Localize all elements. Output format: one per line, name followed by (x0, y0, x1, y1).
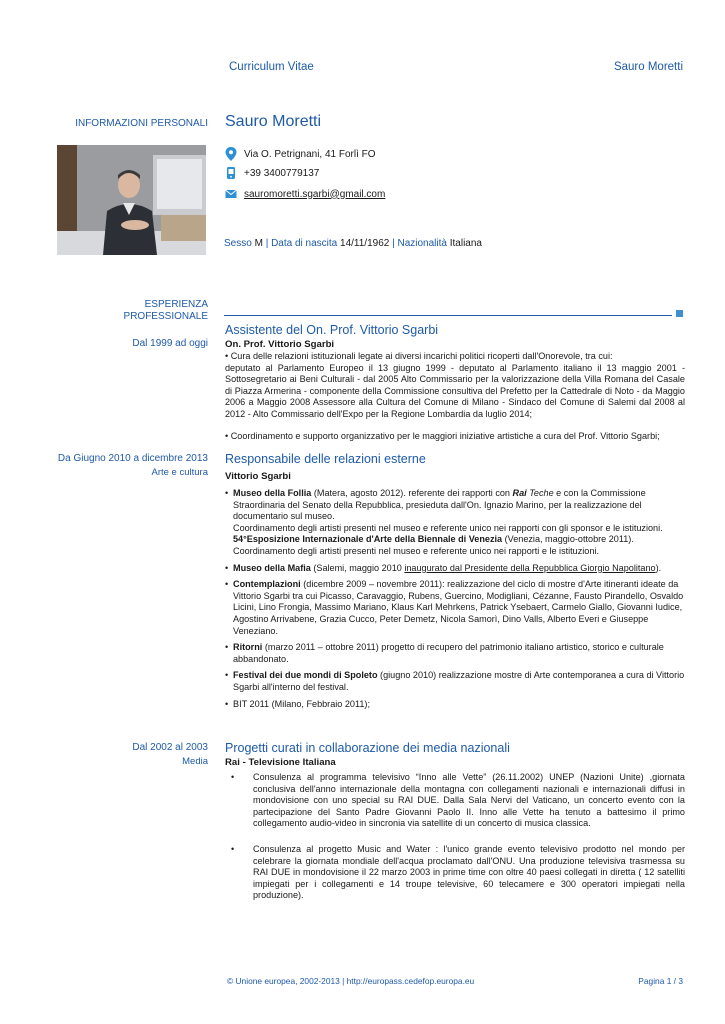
job-1-employer: On. Prof. Vittorio Sgarbi (225, 339, 335, 350)
footer-copyright: © Unione europea, 2002-2013 | http://europass.cedefop.europa.eu (227, 976, 475, 986)
list-item: • BIT 2011 (Milano, Febbraio 2011); (225, 699, 685, 711)
location-icon (225, 147, 237, 161)
personal-details (224, 238, 482, 249)
email-link[interactable]: sauromoretti.sgarbi@gmail.com (244, 188, 386, 200)
address-row (225, 147, 376, 161)
list-item: • Festival dei due mondi di Spoleto (giugno 2010) realizzazione mostre di Arte contemporanea a cura di Vittorio Sgarbi all'interno del festival. (225, 670, 685, 693)
nationality-label: Nazionalità (397, 238, 447, 249)
job-1-dates: Dal 1999 ad oggi (132, 338, 208, 349)
list-item: • Consulenza al progetto Music and Water : l'unico grande evento televisivo prodotto nel mondo per celebrare la giornata mondiale dell'acqua proclamato dall'ONU. Una produzione televisiva trasmessa su RAI DUE in mondovisione il 22 marzo 2003 in prime time con oltre 40 paesi collegati in diretta ( 12 satelliti impiegati per i collegamenti e 14 troupe televisive, 60 telecamere e 300 operatori impiegati nella produzione). (225, 844, 685, 902)
job-1-title: Assistente del On. Prof. Vittorio Sgarbi (225, 323, 439, 337)
job-2-list (225, 488, 685, 715)
sex-value: M (254, 238, 263, 249)
job-2-title: Responsabile delle relazioni esterne (225, 452, 426, 466)
header-name: Sauro Moretti (613, 61, 683, 73)
list-item: • Museo della Follia (Matera, agosto 2012). referente dei rapporti con Rai Teche e con la Commissione Straordinaria del Senato della Repubblica, presieduta dall'On. Ignazio Marino, per la realizzazione del documentario sul museo. Coordinamento degli artisti presenti nel museo e referente unico nei rapporti con gli sponsor e le istituzioni. 54°Esposizione Internazionale d'Arte della Biennale di Venezia (Venezia, maggio-ottobre 2011). Coordinamento degli artisti presenti nel museo e referente unico nei rapporti e le istituzioni. (225, 488, 685, 558)
job-2-employer: Vittorio Sgarbi (225, 471, 291, 482)
list-item: • Consulenza al programma televisivo “Inno alle Vette” (26.11.2002) UNEP (Nazioni Unite) ,giornata conclusiva dell'anno internazionale della montagna con collegamenti nazionali e internazionali diffusi in mondovisione con uno special su RAI DUE. Dalla Sala Nervi del Vaticano, un concerto evento con la partecipazione del Santo Padre Giovanni Paolo II. Inno alle Vette ha tenuto a battesimo il primo collegamento audio-video in sincronia via satellite di un concerto di musica classica. (225, 772, 685, 830)
job-2-sector: Arte e cultura (151, 467, 208, 478)
sex-label: Sesso (224, 238, 252, 249)
full-name: Sauro Moretti (225, 113, 322, 130)
list-item: • Museo della Mafia (Salemi, maggio 2010 inaugurato dal Presidente della Repubblica Giorgio Napolitano). (225, 563, 685, 575)
job-3-sector: Media (182, 756, 208, 767)
job-3-title: Progetti curati in collaborazione dei media nazionali (225, 741, 510, 755)
section-label-personal: INFORMAZIONI PERSONALI (75, 118, 208, 129)
header-title: Curriculum Vitae (229, 61, 314, 73)
job-1-para-1: • Cura delle relazioni istituzionali legate ai diversi incarichi politici ricoperti dall'Onorevole, tra cui: (225, 351, 613, 361)
list-item: • Ritorni (marzo 2011 – ottobre 2011) progetto di recupero del patrimonio italiano artistico, storico e culturale abbandonato. (225, 642, 685, 665)
separator-2: | (389, 238, 398, 249)
email-row[interactable] (225, 187, 385, 201)
section-label-experience-1: ESPERIENZA (144, 299, 208, 310)
nationality-value: Italiana (449, 238, 482, 249)
job-2-dates: Da Giugno 2010 a dicembre 2013 (57, 453, 208, 464)
section-divider (224, 315, 672, 316)
section-label-experience-2: PROFESSIONALE (123, 311, 208, 322)
job-1-para-2: deputato al Parlamento Europeo il 13 giugno 1999 - deputato al Parlamento italiano il 13 maggio 2001 - Sottosegretario ai Beni Culturali - dal 2005 Alto Commissario per la valorizzazione della Villa Romana del Casale di Piazza Armerina - componente della Commissione consultiva del Prefetto per la Cattedrale di Noto - da Maggio 2006 a Maggio 2008 Assessore alla Cultura del Comune di Milano - Sindaco del Comune di Salemi dal 2008 al 2012 - Alto Commissario dell'Expo per la Regione Lombardia da luglio 2014; (225, 362, 685, 419)
footer-page-number: Pagina 1 / 3 (638, 976, 683, 986)
birth-value: 14/11/1962 (340, 238, 390, 249)
email-icon (225, 187, 237, 201)
phone-row (225, 166, 319, 180)
separator-1: | (262, 238, 272, 249)
job-3-employer: Rai - Televisione Italiana (225, 757, 336, 768)
profile-photo (57, 145, 206, 255)
phone-text: +39 3400779137 (244, 167, 320, 179)
job-3-dates: Dal 2002 al 2003 (132, 742, 208, 753)
job-1-para-3: • Coordinamento e supporto organizzativo per le maggiori iniziative artistiche a cura del Prof. Vittorio Sgarbi; (225, 430, 660, 441)
birth-label: Data di nascita (271, 238, 338, 249)
address-text: Via O. Petrignani, 41 Forlì FO (244, 148, 376, 160)
photo-illustration (57, 145, 206, 255)
list-item: • Contemplazioni (dicembre 2009 – novembre 2011): realizzazione del ciclo di mostre d'Arte itineranti ideate da Vittorio Sgarbi tra cui Picasso, Caravaggio, Rubens, Guercino, Modigliani, Cézanne, Fausto Pirandello, Osvaldo Licini, Lino Frongia, Massimo Mariano, Klaus Karl Mehrkens, Patrick Ysebaert, Carmelo Giallo, Giovanni Iudice, Agostino Arrivabene, Grazia Cucco, Peter Demetz, Nicola Samorì, Dino Valls, Alberto Everi e Giuseppe Veneziano. (225, 579, 685, 637)
phone-icon (225, 166, 237, 180)
job-3-list (225, 772, 685, 916)
job-1-description (225, 351, 685, 442)
section-divider-marker (676, 310, 683, 317)
